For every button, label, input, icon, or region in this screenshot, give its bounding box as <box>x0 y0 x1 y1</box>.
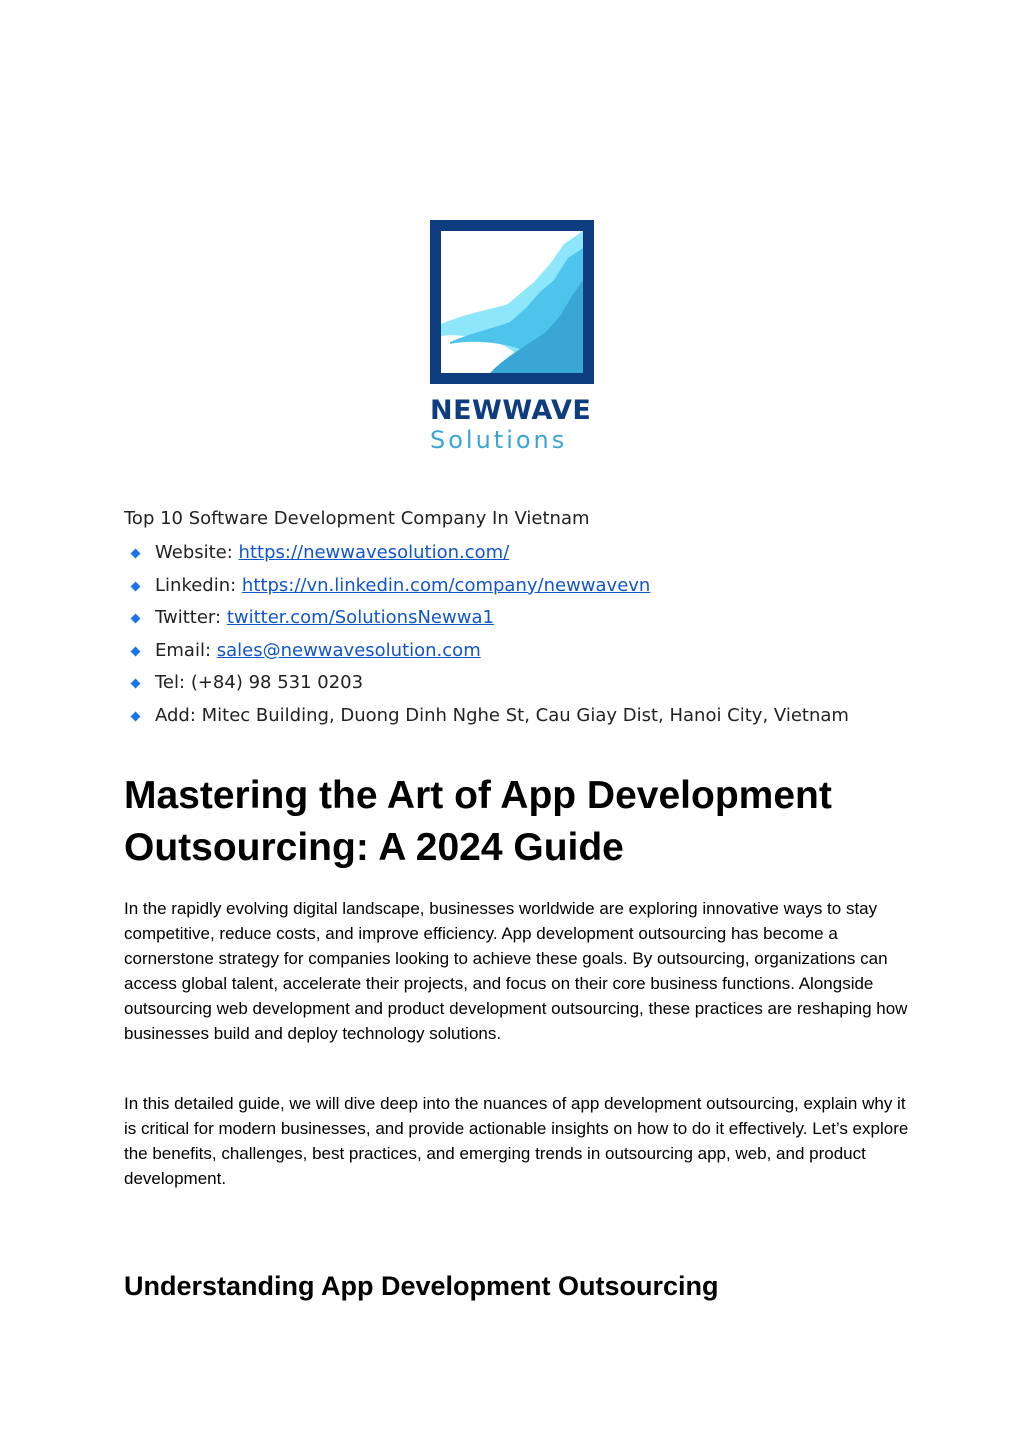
brand-subtitle: Solutions <box>430 426 568 454</box>
contact-item <box>124 602 924 635</box>
diamond-bullet-icon <box>131 679 141 689</box>
diamond-bullet-icon <box>131 712 141 722</box>
company-tagline: Top 10 Software Development Company In Vietnam <box>124 508 590 529</box>
newwave-logo-mark-icon <box>430 220 594 384</box>
diamond-bullet-icon <box>131 646 141 656</box>
contact-list <box>124 537 924 733</box>
article-title: Mastering the Art of App Development Outsourcing: A 2024 Guide <box>124 774 832 869</box>
diamond-bullet-icon <box>131 549 141 559</box>
contact-item <box>124 667 924 700</box>
contact-label: Email: <box>155 639 217 661</box>
contact-link[interactable]: twitter.com/SolutionsNewwa1 <box>226 607 494 629</box>
contact-value: (+84) 98 531 0203 <box>190 672 364 694</box>
contact-link[interactable]: https://newwavesolution.com/ <box>238 542 510 563</box>
contact-item <box>124 537 924 570</box>
contact-item <box>124 700 924 733</box>
contact-label: Tel: <box>155 672 191 694</box>
brand-logo <box>430 220 594 454</box>
contact-value: Mitec Building, Duong Dinh Nghe St, Cau Giay Dist, Hanoi City, Vietnam <box>201 704 849 726</box>
section-heading: Understanding App Development Outsourcing <box>124 1271 719 1301</box>
diamond-bullet-icon <box>131 614 141 624</box>
brand-name: NEWWAVE <box>430 395 592 426</box>
contact-label: Linkedin: <box>155 574 242 596</box>
contact-label: Add: <box>155 704 202 726</box>
contact-link[interactable]: sales@newwavesolution.com <box>216 639 481 661</box>
intro-paragraph: In the rapidly evolving digital landscape, businesses worldwide are exploring innovative ways to stay competitive, reduce costs, and improve efficiency. App development outsourcing has become a cornerstone strategy for companies looking to achieve these goals. By outsourcing, organizations can access global talent, accelerate their projects, and focus on their core business functions. Alongside outsourcing web development and product development outsourcing, these practices are reshaping how businesses build and deploy technology solutions. <box>124 899 908 1043</box>
contact-link[interactable]: https://vn.linkedin.com/company/newwavevn <box>241 574 651 596</box>
contact-label: Website: <box>155 542 239 563</box>
contact-item <box>124 570 924 603</box>
contact-item <box>124 635 924 668</box>
guide-paragraph: In this detailed guide, we will dive deep into the nuances of app development outsourcing, explain why it is critical for modern businesses, and provide actionable insights on how to do it effectively. Let’s explore the benefits, challenges, best practices, and emerging trends in outsourcing app, web, and product development. <box>124 1094 909 1188</box>
contact-block <box>124 505 924 733</box>
diamond-bullet-icon <box>131 581 141 591</box>
contact-label: Twitter: <box>155 607 227 629</box>
